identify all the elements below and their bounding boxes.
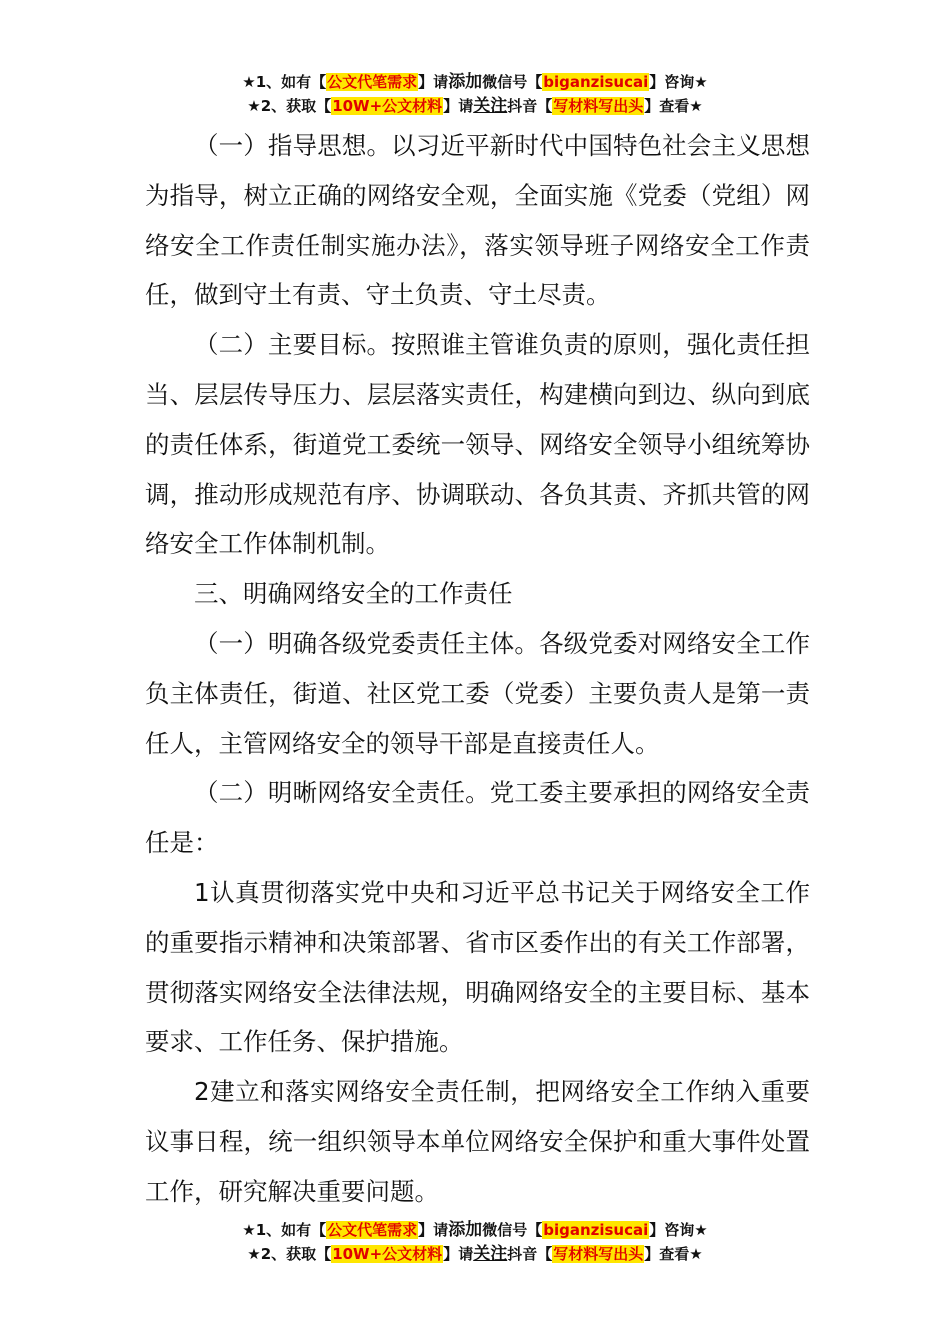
- paragraph-item-2: 2建立和落实网络安全责任制，把网络安全工作纳入重要议事日程，统一组织领导本单位网络安全保护和重大事件处置工作，研究解决重要问题。: [145, 1077, 810, 1206]
- paragraph-clarify-responsibility: （二）明晰网络安全责任。党工委主要承担的网络安全责任是：: [145, 778, 810, 858]
- highlight-service: 公文代笔需求: [327, 1221, 418, 1239]
- paragraph-item-1: 1认真贯彻落实党中央和习近平总书记关于网络安全工作的重要指示精神和决策部署、省市区委作出的有关工作部署，贯彻落实网络安全法律法规，明确网络安全的主要目标、基本要求、工作任务、保护措施。: [145, 877, 810, 1057]
- paragraph-main-goals: （二）主要目标。按照谁主管谁负责的原则，强化责任担当、层层传导压力、层层落实责任，构建横向到边、纵向到底的责任体系，街道党工委统一领导、网络安全领导小组统筹协调，推动形成规范有序、协调联动、各负其责、齐抓共管的网络安全工作体制机制。: [145, 330, 810, 559]
- footer-banner: [0, 1218, 950, 1266]
- paragraph-responsibility-subject: （一）明确各级党委责任主体。各级党委对网络安全工作负主体责任，街道、社区党工委（党委）主要负责人是第一责任人，主管网络安全的领导干部是直接责任人。: [145, 628, 810, 758]
- highlight-materials: 10W+公文材料: [332, 97, 443, 115]
- banner-line-1: ★1、如有【公文代笔需求】请添加微信号【biganzisucai】咨询★: [242, 1220, 708, 1240]
- highlight-wechat-id: biganzisucai: [543, 1221, 649, 1239]
- section-heading-3: 三、明确网络安全的工作责任: [194, 579, 513, 609]
- paragraph-guiding-ideology: （一）指导思想。以习近平新时代中国特色社会主义思想为指导，树立正确的网络安全观，全面实施《党委（党组）网络安全工作责任制实施办法》，落实领导班子网络安全工作责任，做到守土有责、守土负责、守土尽责。: [145, 131, 810, 310]
- document-body: [145, 121, 810, 1217]
- banner-line-2: ★2、获取【10W+公文材料】请关注抖音【写材料写出头】查看★: [247, 96, 703, 116]
- highlight-douyin-account: 写材料写出头: [553, 1245, 644, 1263]
- banner-line-1: ★1、如有【公文代笔需求】请添加微信号【biganzisucai】咨询★: [242, 72, 708, 92]
- highlight-service: 公文代笔需求: [327, 73, 418, 91]
- highlight-materials: 10W+公文材料: [332, 1245, 443, 1263]
- banner-line-2: ★2、获取【10W+公文材料】请关注抖音【写材料写出头】查看★: [247, 1244, 703, 1264]
- highlight-douyin-account: 写材料写出头: [553, 97, 644, 115]
- highlight-wechat-id: biganzisucai: [543, 73, 649, 91]
- header-banner: [0, 70, 950, 118]
